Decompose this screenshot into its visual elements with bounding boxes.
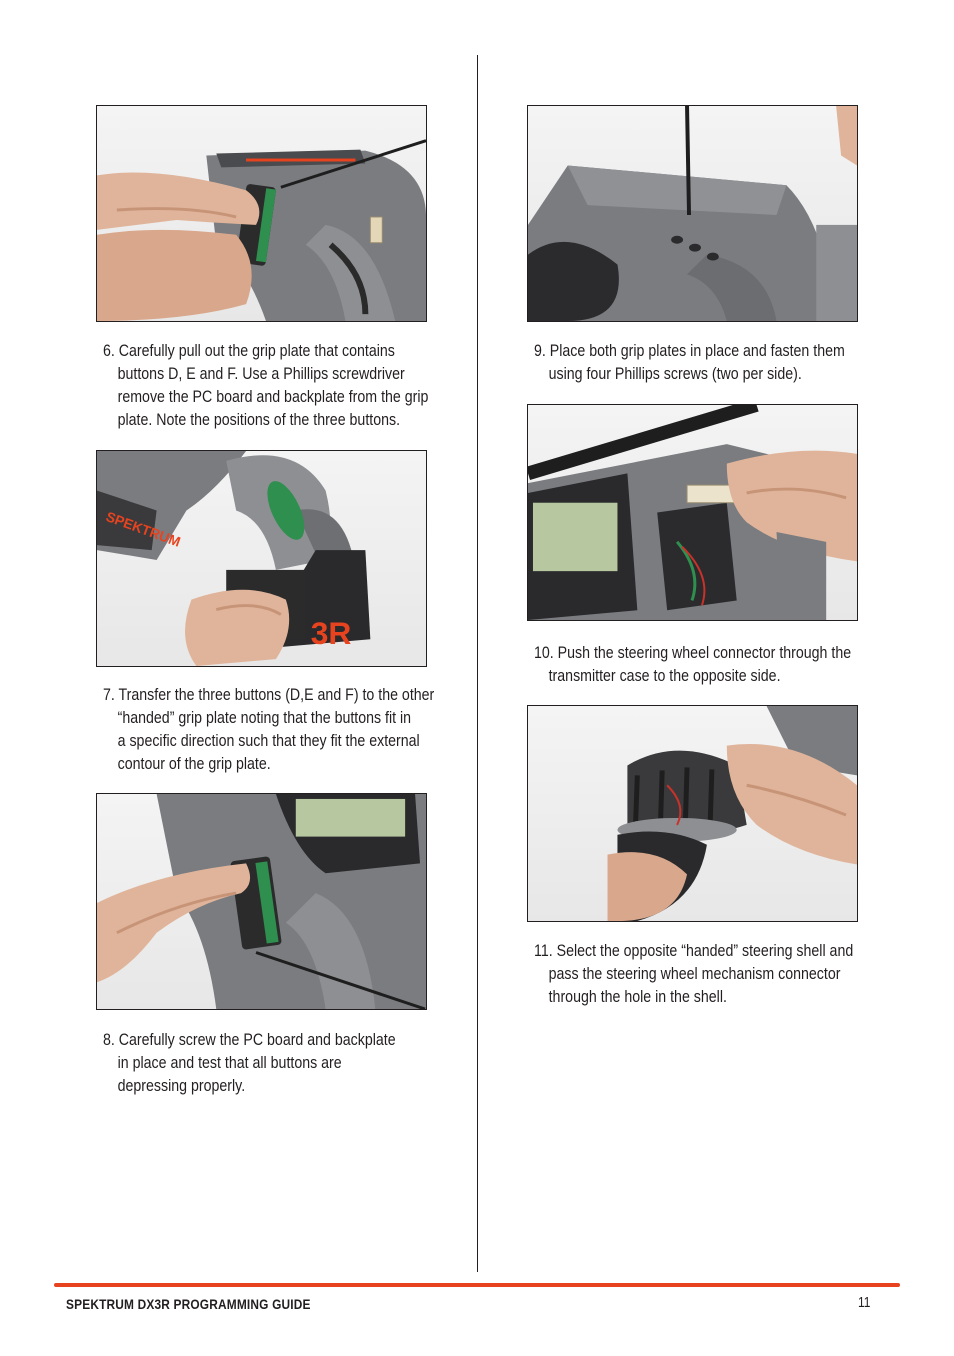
step-6-text: 6. Carefully pull out the grip plate that contains buttons D, E and F. Use a Phillips screwdriver remove the PC board and backplate from the grip plate. Note the positions of the three buttons. bbox=[103, 342, 429, 429]
step-7-text: 7. Transfer the three buttons (D,E and F) to the other “handed” grip plate noting that the buttons fit in a specific direction such that they fit the external contour of the grip plate. bbox=[103, 686, 435, 773]
photo-step-7 bbox=[96, 450, 427, 667]
footer-rule bbox=[54, 1283, 900, 1287]
photo-step-9 bbox=[527, 105, 858, 322]
step-8-text: 8. Carefully screw the PC board and backplate in place and test that all buttons are depressing properly. bbox=[103, 1031, 396, 1095]
footer-title: SPEKTRUM DX3R PROGRAMMING GUIDE bbox=[66, 1296, 311, 1312]
photo-step-11 bbox=[527, 705, 858, 922]
page-number: 11 bbox=[858, 1294, 871, 1311]
model-text: 3R bbox=[310, 615, 352, 652]
photo-step-6 bbox=[96, 105, 427, 322]
photo-step-10 bbox=[527, 404, 858, 621]
column-divider bbox=[477, 55, 478, 1272]
step-11-text: 11. Select the opposite “handed” steering shell and pass the steering wheel mechanism connector through the hole in the shell. bbox=[534, 942, 854, 1006]
photo-step-8 bbox=[96, 793, 427, 1010]
logo-text: SPEKTRUM bbox=[103, 508, 183, 550]
step-9-text: 9. Place both grip plates in place and fasten them using four Phillips screws (two per side). bbox=[534, 342, 845, 383]
step-10-text: 10. Push the steering wheel connector through the transmitter case to the opposite side. bbox=[534, 644, 852, 685]
